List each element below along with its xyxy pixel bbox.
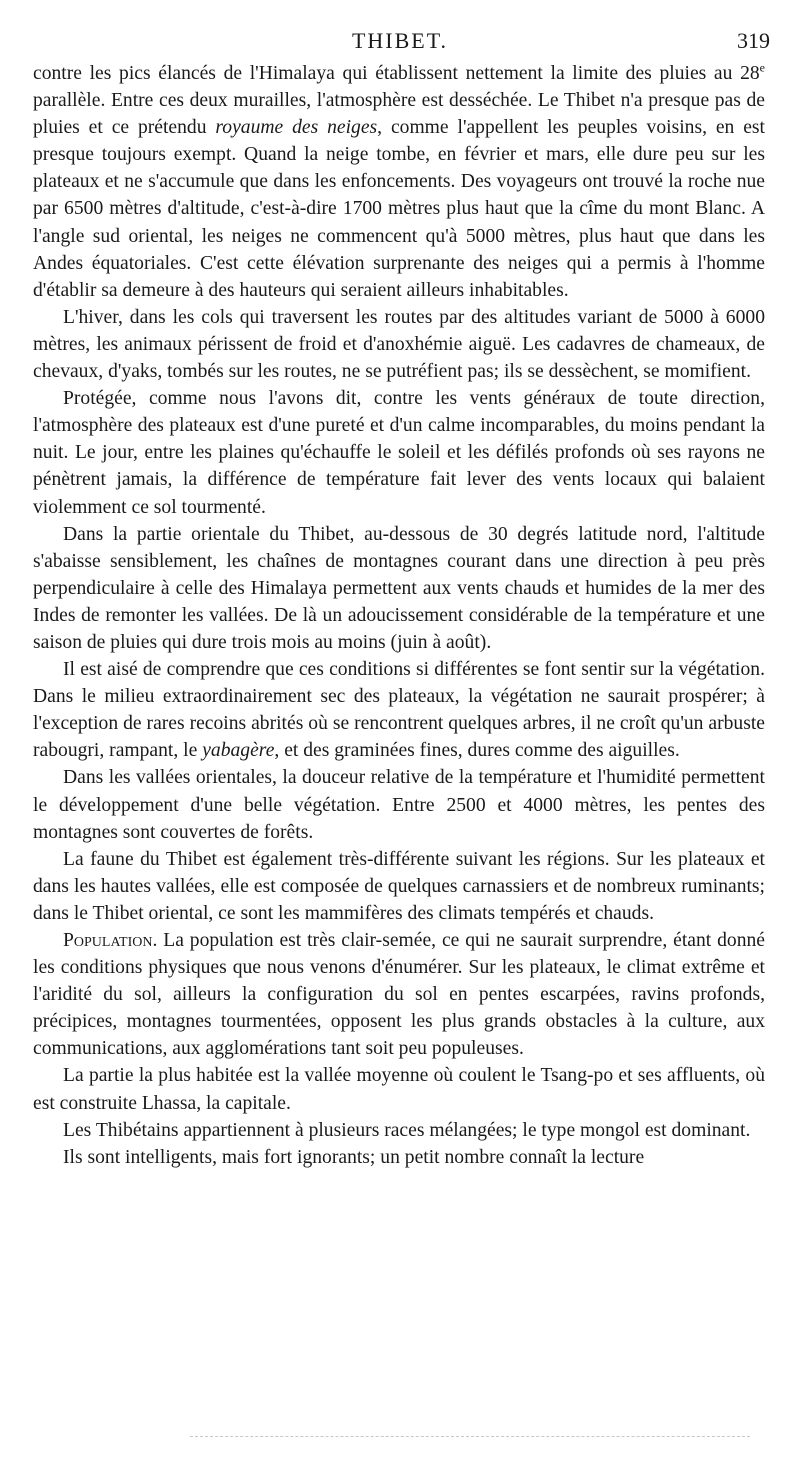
text-segment: , et des graminées fines, dures comme des aiguilles. (274, 740, 680, 762)
text-segment: Les Thibétains appartiennent à plusieurs races mélangées; le type mongol est dominant. (63, 1119, 751, 1141)
text-segment: La population est très clair-semée, ce qui ne saurait surprendre, étant donné les conditions physiques que nous venons d'énumérer. Sur les plateaux, le climat extrême et l'aridité du sol, ailleurs la configuration du sol en pentes escarpées, ravins profonds, précipices, montagnes tourmentées, opposent les plus grands obstacles à la culture, aux communications, aux agglomérations tant soit peu populeuses. (33, 930, 765, 1060)
text-segment: contre les pics élancés de l'Himalaya qui établissent nettement la limite des pluies au 28 (33, 63, 760, 84)
superscript-text: e (759, 60, 765, 75)
page-header (0, 28, 800, 56)
section-heading-text: Population. (63, 930, 158, 951)
text-segment: Dans les vallées orientales, la douceur relative de la température et l'humidité permettent le développement d'une belle végétation. Entre 2500 et 4000 mètres, les pentes des montagnes sont couvertes de forêts. (33, 767, 765, 843)
emphasized-text: yabagère (202, 740, 275, 762)
text-segment: Il est aisé de comprendre que ces conditions si différentes se font sentir sur la végétation. Dans le milieu extraordinairement sec des plateaux, la végétation ne saurait prospérer; à l'exception de rares recoins abrités où se rencontrent quelques arbres, il ne croît qu'un arbuste rabougri, rampant, le (33, 659, 765, 762)
paragraph (33, 521, 765, 656)
text-segment: La faune du Thibet est également très-différente suivant les régions. Sur les plateaux et dans les hautes vallées, elle est composée de quelques carnassiers et de nombreux ruminants; dans le Thibet oriental, ce sont les mammifères des climats tempérés et chauds. (33, 848, 765, 924)
paragraph (33, 304, 765, 385)
text-segment: Protégée, comme nous l'avons dit, contre les vents généraux de toute direction, l'atmosphère des plateaux est d'une pureté et d'un calme incomparables, du moins pendant la nuit. Le jour, entre les plaines qu'échauffe le soleil et les défilés profonds où ses rayons ne pénètrent jamais, la différence de température fait lever des vents locaux qui balaient violemment ce sol tourmenté. (33, 388, 765, 518)
text-segment: La partie la plus habitée est la vallée moyenne où coulent le Tsang-po et ses affluents, où est construite Lhassa, la capitale. (33, 1065, 765, 1114)
paragraph (33, 656, 765, 764)
text-segment: L'hiver, dans les cols qui traversent les routes par des altitudes variant de 5000 à 6000 mètres, les animaux périssent de froid et d'anoxhémie aiguë. Les cadavres de chameaux, de chevaux, d'yaks, tombés sur les routes, ne se putréfient pas; ils se dessèchent, se momifient. (33, 306, 765, 383)
text-segment: parallèle. Entre ces deux murailles, l'atmosphère est desséchée. Le Thibet n'a presque pas de pluies et ce prétendu (33, 90, 765, 139)
text-segment: Ils sont intelligents, mais fort ignorants; un petit nombre connaît la lecture (63, 1146, 645, 1168)
body-text (33, 60, 765, 1171)
paragraph (33, 60, 765, 304)
running-title: THIBET. (351, 28, 449, 53)
paragraph (33, 927, 765, 1062)
emphasized-text: royaume des neiges (215, 117, 378, 139)
paragraph (33, 1117, 765, 1144)
paragraph (33, 1062, 765, 1116)
paragraph (33, 846, 765, 927)
text-segment: Dans la partie orientale du Thibet, au-dessous de 30 degrés latitude nord, l'altitude s'abaisse sensiblement, les chaînes de montagnes courant dans une direction à peu près perpendiculaire à celle des Himalaya permettent aux vents chauds et humides de la mer des Indes de remonter les vallées. De là un adoucissement considérable de la température et une saison de pluies qui dure trois mois au moins (juin à août). (33, 523, 765, 653)
paragraph (33, 385, 765, 520)
paragraph (33, 1144, 765, 1171)
text-segment: , comme l'appellent les peuples voisins, en est presque toujours exempt. Quand la neige tombe, en février et mars, elle dure peu sur les plateaux et ne s'accumule que dans les enfoncements. Des voyageurs ont trouvé la roche nue par 6500 mètres d'altitude, c'est-à-dire 1700 mètres plus haut que la cîme du mont Blanc. A l'angle sud oriental, les neiges ne commencent qu'à 5000 mètres, plus haut que dans les Andes équatoriales. C'est cette élévation surprenante des neiges qui a permis à l'homme d'établir sa demeure à des hauteurs qui seraient ailleurs inhabitables. (33, 117, 765, 301)
bottom-margin-marks (190, 1436, 750, 1438)
paragraph (33, 764, 765, 845)
page-number: 319 (737, 28, 770, 53)
